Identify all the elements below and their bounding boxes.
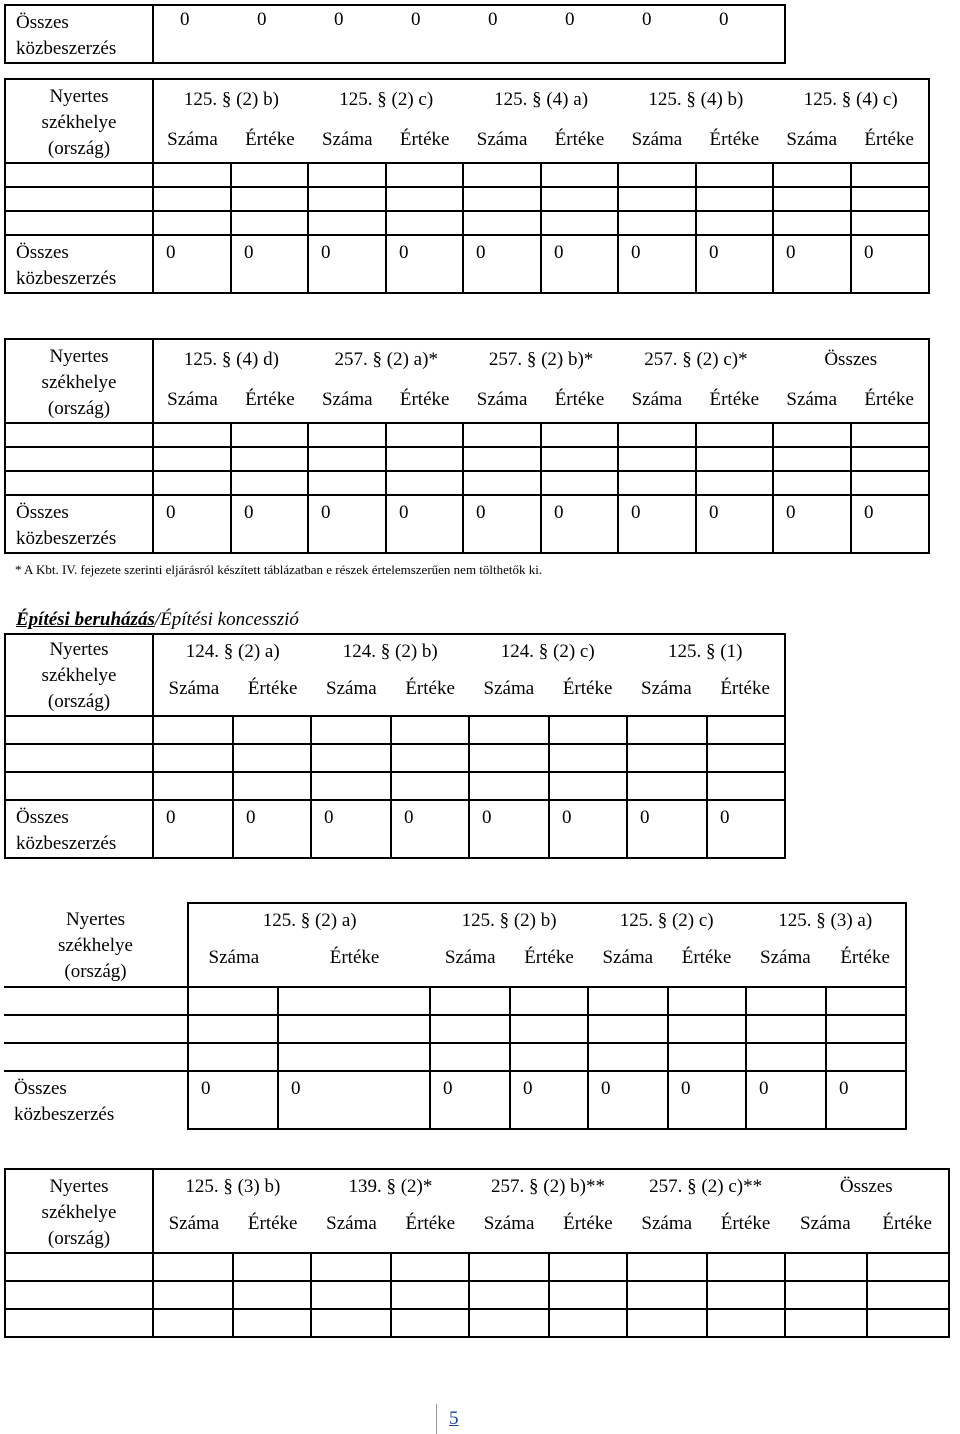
empty-cell[interactable]	[618, 187, 696, 211]
total-value: 0	[153, 800, 233, 858]
empty-cell[interactable]	[746, 987, 826, 1015]
section-title-rest: /Építési koncesszió	[154, 609, 299, 630]
empty-cell[interactable]	[773, 447, 851, 471]
empty-cell[interactable]	[386, 423, 463, 447]
empty-cell[interactable]	[707, 772, 785, 800]
empty-cell[interactable]	[588, 1015, 668, 1043]
total-value: 0	[696, 235, 773, 293]
empty-cell[interactable]	[391, 744, 469, 772]
total-value: 0	[851, 235, 929, 293]
column-header: 125. § (2) c)	[619, 910, 714, 931]
sub-header-szama: Száma	[326, 678, 377, 699]
empty-cell[interactable]	[153, 163, 231, 187]
empty-cell[interactable]	[851, 471, 929, 495]
empty-cell[interactable]	[311, 1253, 391, 1281]
winner-label: Nyertes székhelye (ország)	[5, 634, 153, 716]
empty-cell[interactable]	[231, 187, 308, 211]
winner-label: Nyertes székhelye (ország)	[4, 903, 188, 987]
total-value: 0	[696, 495, 773, 553]
column-header: 125. § (3) b)	[185, 1176, 281, 1197]
sub-header-erteke: Értéke	[554, 129, 605, 150]
column-header: 257. § (2) c)*	[644, 349, 748, 370]
empty-cell[interactable]	[851, 447, 929, 471]
empty-cell[interactable]	[5, 772, 153, 800]
total-value: 0	[618, 235, 696, 293]
column-header: 125. § (2) a)	[262, 910, 357, 931]
empty-cell[interactable]	[233, 744, 311, 772]
sub-header-erteke: Értéke	[405, 1213, 456, 1234]
sub-header-erteke: Értéke	[329, 947, 380, 968]
empty-cell[interactable]	[463, 163, 541, 187]
empty-cell[interactable]	[308, 447, 386, 471]
empty-cell[interactable]	[188, 1043, 278, 1071]
empty-cell[interactable]	[549, 1309, 627, 1337]
column-header: Összes	[839, 1176, 893, 1197]
total-value: 0	[233, 800, 311, 858]
empty-cell[interactable]	[867, 1253, 949, 1281]
total-value: 0	[231, 495, 308, 553]
total-value: 0	[618, 495, 696, 553]
empty-cell[interactable]	[391, 1309, 469, 1337]
empty-cell[interactable]	[785, 1253, 867, 1281]
empty-cell[interactable]	[707, 744, 785, 772]
empty-cell[interactable]	[618, 423, 696, 447]
empty-cell[interactable]	[153, 772, 233, 800]
empty-cell[interactable]	[696, 187, 773, 211]
total-label: Összes közbeszerzés	[5, 800, 153, 858]
empty-cell[interactable]	[549, 744, 627, 772]
empty-cell[interactable]	[430, 987, 510, 1015]
total-value: 0	[391, 800, 469, 858]
empty-cell[interactable]	[773, 423, 851, 447]
empty-cell[interactable]	[541, 187, 618, 211]
sub-header-erteke: Értéke	[247, 1213, 298, 1234]
total-value: 0	[469, 800, 549, 858]
empty-cell[interactable]	[386, 211, 463, 235]
total-value: 0	[565, 9, 575, 30]
sub-header-szama: Száma	[476, 389, 528, 410]
empty-cell[interactable]	[627, 1253, 707, 1281]
sub-header-szama: Száma	[631, 389, 683, 410]
total-value: 0	[278, 1071, 430, 1129]
empty-cell[interactable]	[5, 1253, 153, 1281]
sub-header-erteke: Értéke	[720, 678, 770, 699]
empty-cell[interactable]	[851, 211, 929, 235]
empty-cell[interactable]	[696, 423, 773, 447]
empty-cell[interactable]	[308, 187, 386, 211]
table-3	[4, 338, 930, 554]
total-value: 0	[851, 495, 929, 553]
sub-header-szama: Száma	[641, 1213, 693, 1234]
empty-cell[interactable]	[233, 1309, 311, 1337]
column-header: 125. § (4) d)	[183, 349, 279, 370]
total-value: 0	[668, 1071, 746, 1129]
empty-cell[interactable]	[308, 163, 386, 187]
empty-cell[interactable]	[278, 987, 430, 1015]
empty-cell[interactable]	[278, 1015, 430, 1043]
total-value: 0	[588, 1071, 668, 1129]
empty-cell[interactable]	[463, 471, 541, 495]
total-value: 0	[430, 1071, 510, 1129]
empty-cell[interactable]	[549, 772, 627, 800]
sub-header-erteke: Értéke	[399, 129, 450, 150]
empty-cell[interactable]	[153, 423, 231, 447]
total-value: 0	[308, 235, 386, 293]
sub-header-szama: Száma	[321, 129, 373, 150]
empty-cell[interactable]	[618, 447, 696, 471]
empty-cell[interactable]	[311, 772, 391, 800]
empty-cell[interactable]	[463, 423, 541, 447]
empty-cell[interactable]	[153, 447, 231, 471]
empty-cell[interactable]	[707, 1253, 785, 1281]
section-title-bold: Építési beruházás	[16, 609, 155, 630]
empty-cell[interactable]	[785, 1309, 867, 1337]
total-value: 0	[231, 235, 308, 293]
empty-cell[interactable]	[618, 471, 696, 495]
empty-cell[interactable]	[696, 471, 773, 495]
empty-cell[interactable]	[430, 1043, 510, 1071]
empty-cell[interactable]	[707, 716, 785, 744]
empty-cell[interactable]	[311, 1281, 391, 1309]
empty-cell[interactable]	[4, 1015, 188, 1043]
table-6	[4, 1168, 950, 1338]
empty-cell[interactable]	[153, 471, 231, 495]
empty-cell[interactable]	[627, 772, 707, 800]
table-1	[4, 4, 786, 64]
empty-cell[interactable]	[231, 423, 308, 447]
empty-cell[interactable]	[4, 1043, 188, 1071]
empty-cell[interactable]	[386, 471, 463, 495]
column-header: 125. § (4) b)	[648, 89, 744, 110]
footnote: * A Kbt. IV. fejezete szerinti eljárásról készített táblázatban e részek értelemszerűen nem tölthetők ki.	[15, 562, 543, 577]
empty-cell[interactable]	[308, 423, 386, 447]
empty-cell[interactable]	[391, 716, 469, 744]
total-value: 0	[386, 235, 463, 293]
empty-cell[interactable]	[746, 1043, 826, 1071]
empty-cell[interactable]	[627, 716, 707, 744]
empty-cell[interactable]	[826, 1043, 906, 1071]
empty-cell[interactable]	[5, 423, 153, 447]
empty-cell[interactable]	[826, 987, 906, 1015]
empty-cell[interactable]	[5, 1281, 153, 1309]
total-value: 0	[334, 9, 344, 30]
empty-cell[interactable]	[233, 772, 311, 800]
empty-cell[interactable]	[231, 471, 308, 495]
sub-header-szama: Száma	[168, 678, 220, 699]
sub-header-erteke: Értéke	[405, 678, 455, 699]
total-label: Összes közbeszerzés	[4, 1071, 188, 1129]
empty-cell[interactable]	[469, 772, 549, 800]
empty-cell[interactable]	[867, 1281, 949, 1309]
sub-header-erteke: Értéke	[864, 129, 914, 150]
empty-cell[interactable]	[391, 772, 469, 800]
empty-cell[interactable]	[510, 1043, 588, 1071]
total-value: 0	[488, 9, 498, 30]
sub-header-erteke: Értéke	[882, 1213, 932, 1234]
column-header: Összes	[824, 349, 878, 370]
column-header: 125. § (2) b)	[183, 89, 279, 110]
empty-cell[interactable]	[867, 1309, 949, 1337]
total-label: Összes közbeszerzés	[5, 495, 153, 553]
sub-header-erteke: Értéke	[720, 1213, 771, 1234]
empty-cell[interactable]	[707, 1309, 785, 1337]
empty-cell[interactable]	[668, 987, 746, 1015]
sub-header-erteke: Értéke	[709, 129, 760, 150]
sub-header-szama: Száma	[786, 129, 838, 150]
sub-header-erteke: Értéke	[840, 947, 890, 968]
total-value: 0	[510, 1071, 588, 1129]
empty-cell[interactable]	[627, 744, 707, 772]
sub-header-szama: Száma	[641, 678, 692, 699]
empty-cell[interactable]	[618, 163, 696, 187]
empty-cell[interactable]	[278, 1043, 430, 1071]
total-label: Összes közbeszerzés	[5, 5, 153, 63]
sub-header-szama: Száma	[760, 947, 811, 968]
total-value: 0	[153, 495, 231, 553]
table-4	[4, 633, 786, 859]
empty-cell[interactable]	[549, 1253, 627, 1281]
total-value: 0	[642, 9, 652, 30]
total-value: 0	[707, 800, 785, 858]
empty-cell[interactable]	[311, 744, 391, 772]
empty-cell[interactable]	[153, 1253, 233, 1281]
total-value: 0	[746, 1071, 826, 1129]
table-5	[4, 902, 907, 1130]
empty-cell[interactable]	[696, 211, 773, 235]
empty-cell[interactable]	[541, 447, 618, 471]
sub-header-szama: Száma	[168, 1213, 220, 1234]
empty-cell[interactable]	[773, 187, 851, 211]
empty-cell[interactable]	[153, 211, 231, 235]
column-header: 124. § (2) b)	[342, 641, 438, 662]
total-value: 0	[153, 235, 231, 293]
sub-header-szama: Száma	[800, 1213, 851, 1234]
empty-cell[interactable]	[588, 1043, 668, 1071]
sub-header-erteke: Értéke	[864, 389, 914, 410]
column-header: 257. § (2) c)**	[649, 1176, 763, 1197]
empty-cell[interactable]	[391, 1281, 469, 1309]
empty-cell[interactable]	[5, 471, 153, 495]
empty-cell[interactable]	[153, 1309, 233, 1337]
total-value: 0	[188, 1071, 278, 1129]
empty-cell[interactable]	[153, 1281, 233, 1309]
empty-cell[interactable]	[773, 211, 851, 235]
empty-cell[interactable]	[463, 187, 541, 211]
winner-label: Nyertes székhelye (ország)	[5, 339, 153, 423]
empty-cell[interactable]	[469, 1281, 549, 1309]
empty-cell[interactable]	[5, 187, 153, 211]
empty-cell[interactable]	[469, 744, 549, 772]
empty-cell[interactable]	[308, 471, 386, 495]
total-value: 0	[463, 495, 541, 553]
sub-header-erteke: Értéke	[563, 1213, 613, 1234]
empty-cell[interactable]	[627, 1309, 707, 1337]
column-header: 125. § (4) a)	[494, 89, 589, 110]
sub-header-szama: Száma	[167, 389, 218, 410]
column-header: 125. § (3) a)	[778, 910, 873, 931]
empty-cell[interactable]	[233, 1253, 311, 1281]
sub-header-szama: Száma	[786, 389, 838, 410]
column-header: 125. § (1)	[668, 641, 743, 662]
total-value: 0	[719, 9, 729, 30]
column-header: 125. § (4) c)	[803, 89, 898, 110]
empty-cell[interactable]	[541, 163, 618, 187]
empty-cell[interactable]	[386, 163, 463, 187]
sub-header-erteke: Értéke	[709, 389, 760, 410]
empty-cell[interactable]	[188, 987, 278, 1015]
empty-cell[interactable]	[541, 471, 618, 495]
empty-cell[interactable]	[233, 716, 311, 744]
sub-header-szama: Száma	[476, 129, 528, 150]
column-header: 124. § (2) c)	[500, 641, 595, 662]
section-title	[16, 609, 299, 631]
total-value: 0	[257, 9, 267, 30]
sub-header-szama: Száma	[208, 947, 260, 968]
empty-cell[interactable]	[231, 447, 308, 471]
sub-header-szama: Száma	[631, 129, 683, 150]
total-value: 0	[773, 495, 851, 553]
sub-header-szama: Száma	[326, 1213, 377, 1234]
total-value: 0	[541, 495, 618, 553]
sub-header-szama: Száma	[444, 947, 496, 968]
empty-cell[interactable]	[233, 1281, 311, 1309]
empty-cell[interactable]	[851, 163, 929, 187]
empty-cell[interactable]	[549, 716, 627, 744]
total-value: 0	[773, 235, 851, 293]
empty-cell[interactable]	[696, 447, 773, 471]
empty-cell[interactable]	[541, 423, 618, 447]
total-value: 0	[311, 800, 391, 858]
total-value: 0	[463, 235, 541, 293]
empty-cell[interactable]	[430, 1015, 510, 1043]
empty-cell[interactable]	[668, 1015, 746, 1043]
empty-cell[interactable]	[541, 211, 618, 235]
empty-cell[interactable]	[510, 987, 588, 1015]
column-header: 139. § (2)*	[348, 1176, 433, 1197]
empty-cell[interactable]	[386, 447, 463, 471]
sub-header-erteke: Értéke	[245, 129, 295, 150]
empty-cell[interactable]	[311, 1309, 391, 1337]
sub-header-erteke: Értéke	[247, 678, 298, 699]
empty-cell[interactable]	[188, 1015, 278, 1043]
sub-header-erteke: Értéke	[562, 678, 613, 699]
empty-cell[interactable]	[463, 447, 541, 471]
empty-cell[interactable]	[4, 987, 188, 1015]
empty-cell[interactable]	[231, 163, 308, 187]
sub-header-szama: Száma	[483, 1213, 535, 1234]
page-number[interactable]: 5	[436, 1404, 459, 1434]
empty-cell[interactable]	[851, 423, 929, 447]
empty-cell[interactable]	[785, 1281, 867, 1309]
sub-header-erteke: Értéke	[681, 947, 732, 968]
empty-cell[interactable]	[5, 716, 153, 744]
total-value: 0	[541, 235, 618, 293]
total-value: 0	[386, 495, 463, 553]
empty-cell[interactable]	[618, 211, 696, 235]
empty-cell[interactable]	[469, 716, 549, 744]
empty-cell[interactable]	[746, 1015, 826, 1043]
total-value: 0	[180, 9, 190, 30]
empty-cell[interactable]	[231, 211, 308, 235]
empty-cell[interactable]	[549, 1281, 627, 1309]
empty-cell[interactable]	[311, 716, 391, 744]
column-header: 257. § (2) b)*	[488, 349, 594, 370]
empty-cell[interactable]	[386, 187, 463, 211]
empty-cell[interactable]	[627, 1281, 707, 1309]
total-value: 0	[549, 800, 627, 858]
column-header: 257. § (2) b)**	[491, 1176, 606, 1197]
empty-cell[interactable]	[153, 187, 231, 211]
sub-header-erteke: Értéke	[524, 947, 574, 968]
winner-label: Nyertes székhelye (ország)	[5, 1169, 153, 1253]
sub-header-szama: Száma	[602, 947, 654, 968]
empty-cell[interactable]	[5, 447, 153, 471]
sub-header-szama: Száma	[321, 389, 373, 410]
empty-cell[interactable]	[773, 163, 851, 187]
empty-cell[interactable]	[5, 211, 153, 235]
column-header: 125. § (2) b)	[461, 910, 557, 931]
empty-cell[interactable]	[826, 1015, 906, 1043]
total-value: 0	[826, 1071, 906, 1129]
empty-cell[interactable]	[773, 471, 851, 495]
empty-cell[interactable]	[707, 1281, 785, 1309]
total-value: 0	[308, 495, 386, 553]
sub-header-erteke: Értéke	[554, 389, 605, 410]
sub-header-szama: Száma	[483, 678, 535, 699]
empty-cell[interactable]	[469, 1309, 549, 1337]
empty-cell[interactable]	[851, 187, 929, 211]
empty-cell[interactable]	[588, 987, 668, 1015]
empty-cell[interactable]	[469, 1253, 549, 1281]
sub-header-szama: Száma	[167, 129, 218, 150]
winner-label: Nyertes székhelye (ország)	[5, 79, 153, 163]
sub-header-erteke: Értéke	[245, 389, 295, 410]
empty-cell[interactable]	[5, 163, 153, 187]
empty-cell[interactable]	[153, 744, 233, 772]
empty-cell[interactable]	[5, 744, 153, 772]
empty-cell[interactable]	[308, 211, 386, 235]
column-header: 257. § (2) a)*	[334, 349, 438, 370]
column-header: 125. § (2) c)	[339, 89, 434, 110]
empty-cell[interactable]	[463, 211, 541, 235]
empty-cell[interactable]	[668, 1043, 746, 1071]
empty-cell[interactable]	[391, 1253, 469, 1281]
empty-cell[interactable]	[5, 1309, 153, 1337]
empty-cell[interactable]	[510, 1015, 588, 1043]
column-header: 124. § (2) a)	[185, 641, 280, 662]
total-label: Összes közbeszerzés	[5, 235, 153, 293]
total-value: 0	[627, 800, 707, 858]
sub-header-erteke: Értéke	[399, 389, 450, 410]
total-value: 0	[411, 9, 421, 30]
empty-cell[interactable]	[696, 163, 773, 187]
empty-cell[interactable]	[153, 716, 233, 744]
table-2	[4, 78, 930, 294]
